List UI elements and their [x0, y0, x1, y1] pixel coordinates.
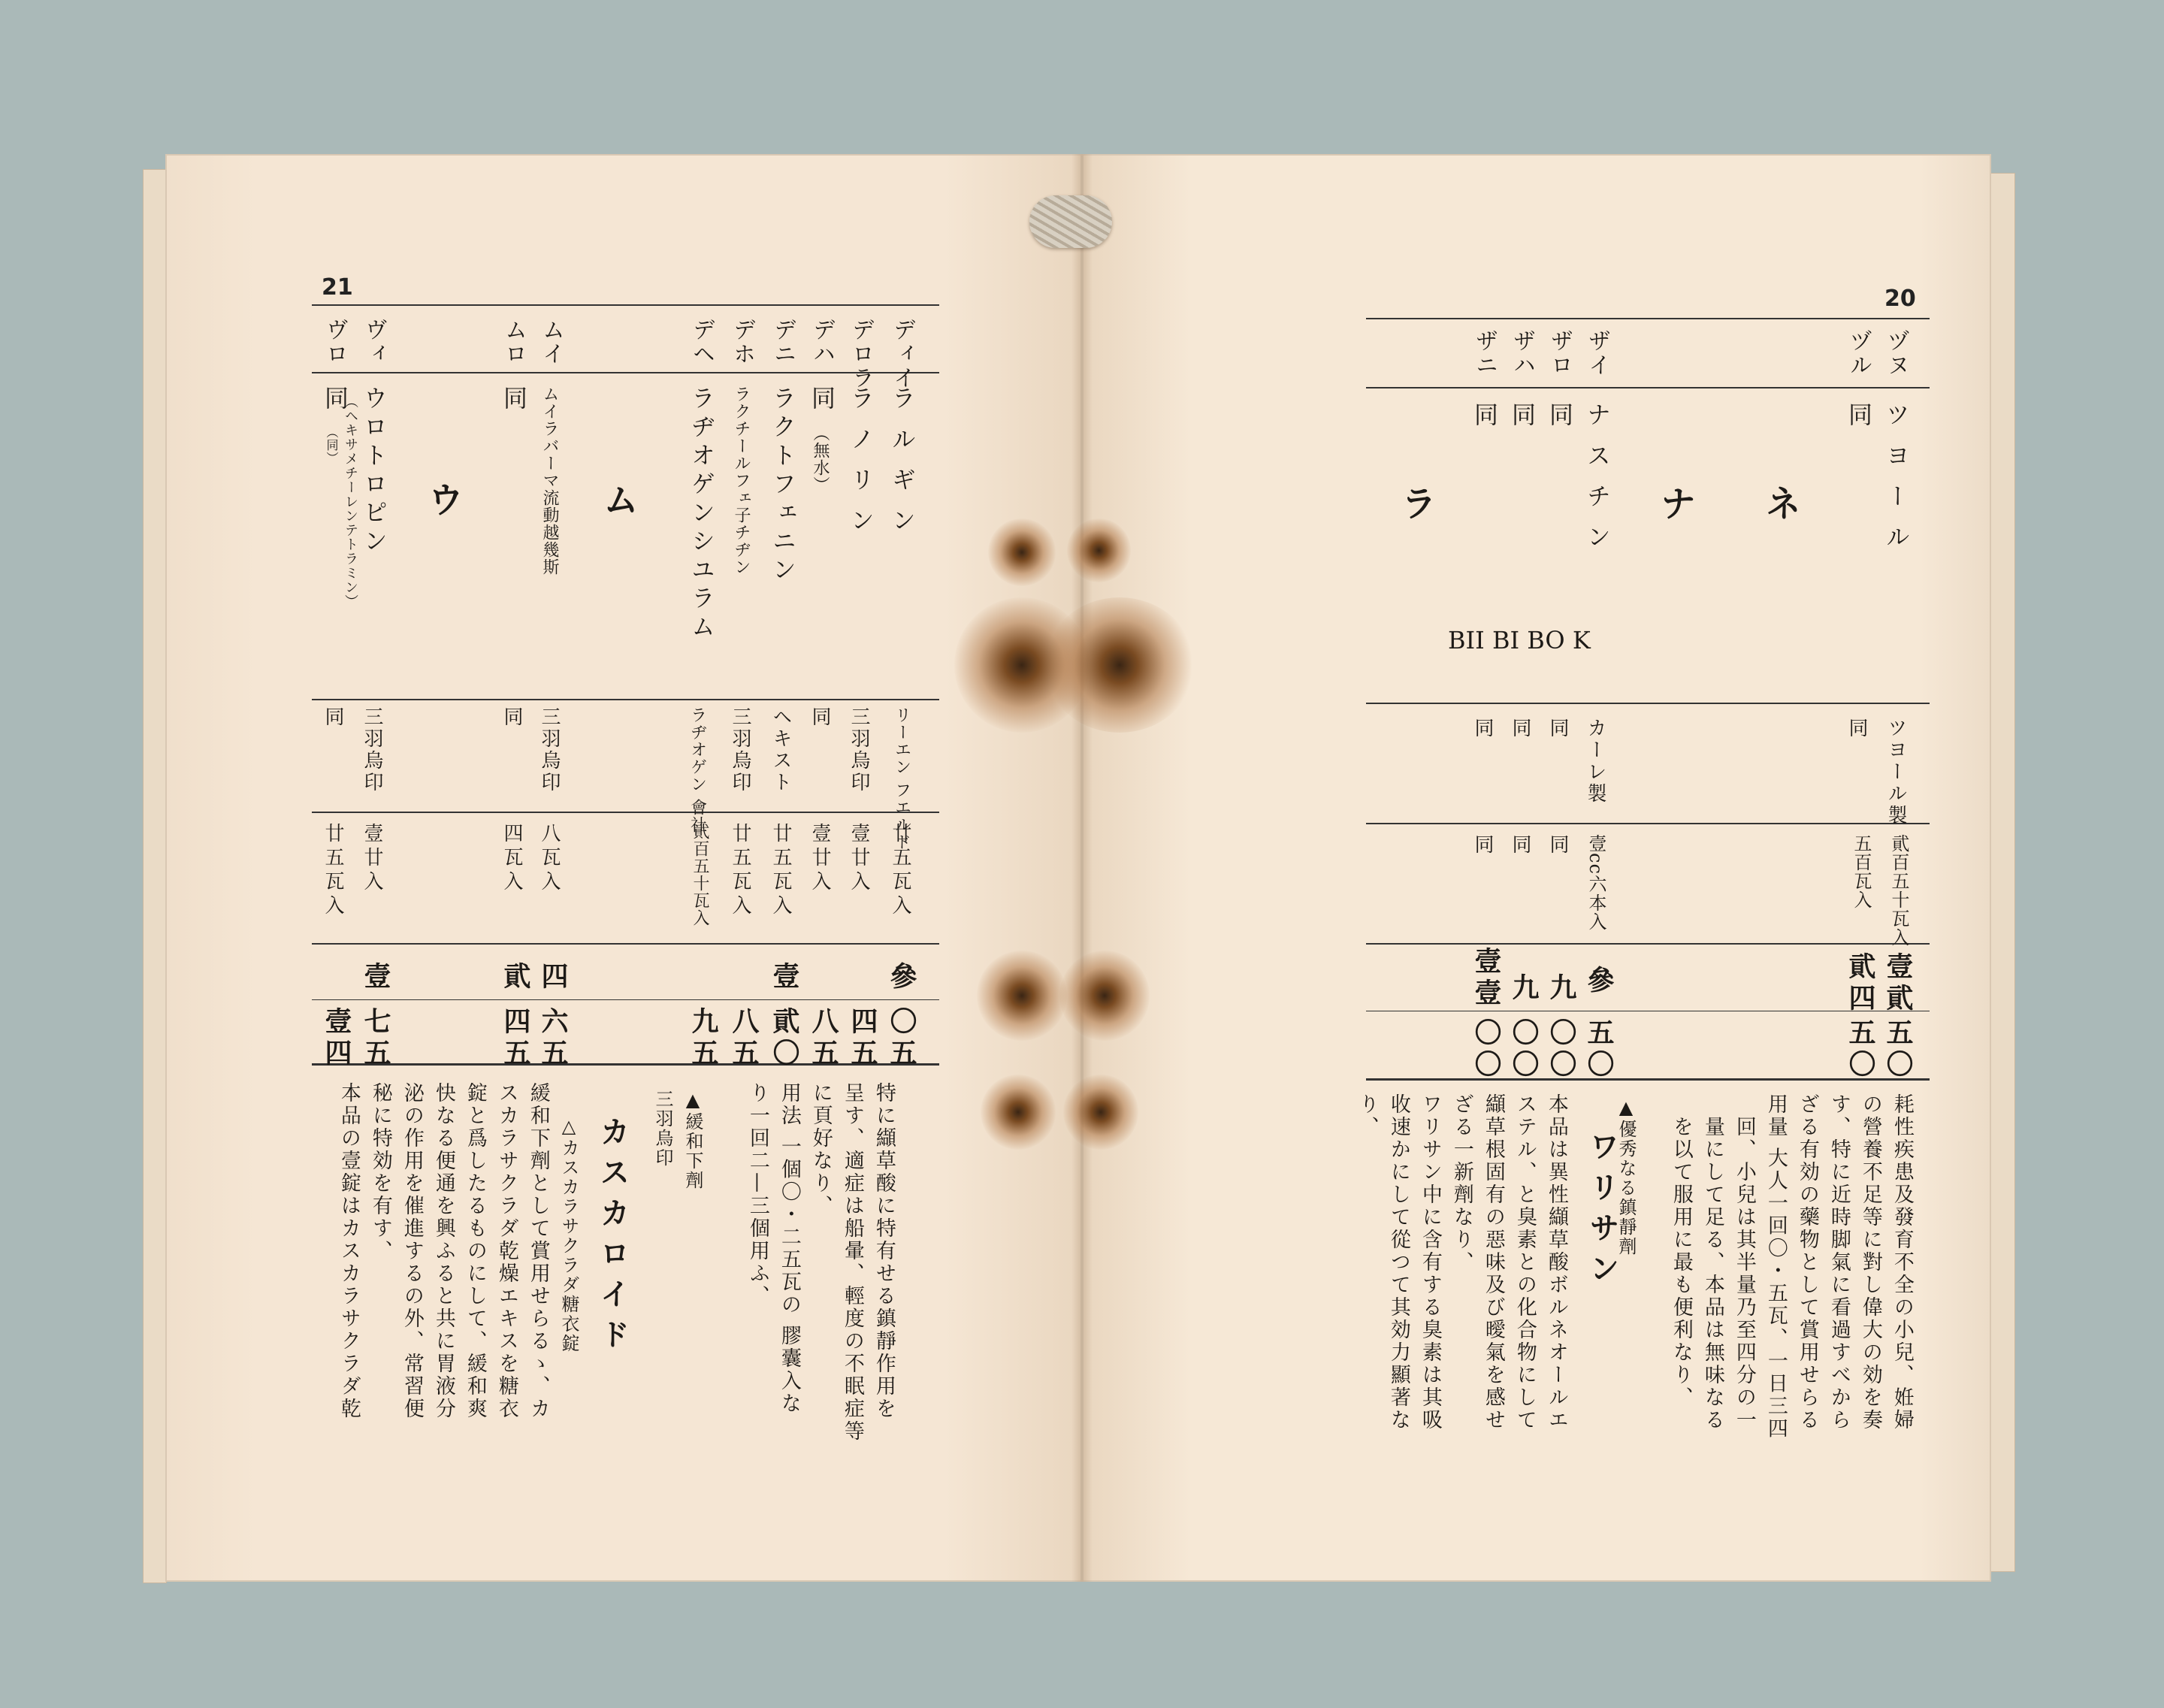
- rust-stain: [1067, 518, 1131, 582]
- product-name: 同: [1470, 402, 1499, 431]
- price-sen: 〇〇: [1546, 1018, 1577, 1081]
- description-line: スカラサクラダ乾燥エキスを糖衣: [494, 1082, 518, 1420]
- description-line: す、特に近時脚氣に看過すべから: [1827, 1093, 1851, 1431]
- description-line: り、: [1355, 1093, 1379, 1138]
- product-name: ラクトフェニン: [769, 385, 797, 585]
- section-head: ム: [597, 481, 639, 517]
- description-line: 秘に特効を有す、: [368, 1082, 392, 1262]
- rust-stain: [981, 1075, 1056, 1150]
- description-line: 用量 大人一回〇・五瓦、一日三四: [1764, 1093, 1788, 1440]
- maker: 同: [500, 706, 523, 728]
- maker: ツヨール製: [1884, 718, 1907, 827]
- price-yen: 九: [1508, 973, 1540, 1005]
- quantity: 四瓦入: [500, 823, 523, 895]
- maker: 三羽烏印: [361, 706, 383, 794]
- price-sen: 〇五: [886, 1007, 917, 1070]
- product-code: ザニ: [1471, 329, 1498, 377]
- product-name: ナ ス チ ン: [1583, 402, 1612, 553]
- maker: 同: [1509, 718, 1531, 739]
- quantity: 五百瓦入: [1851, 834, 1872, 909]
- maker: 三羽烏印: [538, 706, 561, 794]
- product-code: ヅヌ: [1883, 329, 1909, 377]
- description-line: 泌の作用を催進するの外、常習便: [400, 1082, 424, 1420]
- price-sen: 六五: [537, 1007, 569, 1070]
- quantity: 廿五瓦入: [729, 823, 751, 919]
- price-yen: 貮四: [1845, 952, 1876, 1015]
- product-title: ワリサン: [1585, 1131, 1619, 1293]
- rust-stain: [1059, 951, 1150, 1041]
- price-sen: 五〇: [1845, 1018, 1876, 1081]
- description-line: 耗性疾患及發育不全の小兒、姙婦: [1890, 1093, 1914, 1431]
- product-code: デニ: [769, 318, 796, 366]
- price-yen: 壹貮: [1882, 952, 1914, 1015]
- product-name: ツ ヨ ー ル: [1882, 402, 1911, 553]
- quantity: 壹廿入: [808, 823, 831, 895]
- right-page-edges: [1987, 173, 2015, 1572]
- product-name: 同: [321, 385, 349, 414]
- description-line: 纈草根固有の惡味及び曖氣を感せ: [1481, 1093, 1505, 1431]
- price-yen: 壹壹: [1470, 947, 1502, 1010]
- rust-stain: [977, 951, 1067, 1041]
- product-name: ラクチールフェ子チヂン: [732, 385, 751, 576]
- price-mid-rule: [312, 999, 939, 1000]
- rust-stain: [1063, 1075, 1138, 1150]
- price-sen: 〇〇: [1508, 1018, 1540, 1081]
- rust-stain: [988, 518, 1056, 586]
- product-code: デヘ: [688, 318, 715, 366]
- description-line: ざる有効の藥物として賞用せらる: [1795, 1093, 1819, 1431]
- code-rule: [1366, 387, 1930, 388]
- product-name: ムイラバーマ流動越幾斯: [540, 385, 559, 576]
- price-sen: 五〇: [1583, 1018, 1615, 1081]
- top-rule: [1366, 318, 1930, 319]
- description-line: 特に纈草酸に特有せる鎮靜作用を: [872, 1082, 896, 1420]
- product-name: ウロトロピン: [360, 385, 388, 557]
- description-line: 本品の壹錠はカスカラサクラダ乾: [337, 1082, 361, 1420]
- product-name-note: （無水）: [811, 425, 830, 494]
- product-code: ムロ: [500, 318, 527, 366]
- quantity: 廿五瓦入: [322, 823, 344, 919]
- price-sen: 九五: [688, 1007, 719, 1070]
- right-page: [1082, 154, 1991, 1582]
- price-sen: 五〇: [1882, 1018, 1914, 1081]
- product-name: 同: [1845, 402, 1873, 431]
- maker: ヘキスト: [769, 706, 792, 794]
- description-line: 呈す、適症は船暈、輕度の不眠症等: [840, 1082, 864, 1443]
- product-name: ラ ノ リ ン: [847, 385, 875, 537]
- section-head: ラ: [1395, 485, 1437, 521]
- product-name-note: （ヘキサメチーレンテトラミン）: [343, 395, 358, 609]
- description-line: ざる一新劑なり、: [1449, 1093, 1473, 1274]
- description-line: ステル、と臭素との化合物にして: [1513, 1093, 1537, 1431]
- product-name: ラ ル ギ ン: [888, 385, 917, 537]
- price-sen: 四五: [500, 1007, 531, 1070]
- maker: ラヂオゲン 會社: [688, 706, 707, 833]
- price-sen: 八五: [728, 1007, 760, 1070]
- product-name: 同: [500, 385, 528, 414]
- binding-thread: [1029, 195, 1112, 248]
- price-sen: 貮〇: [769, 1007, 800, 1070]
- price-yen: 壹: [769, 962, 800, 993]
- quantity: 廿五瓦入: [769, 823, 792, 919]
- product-code: デロラ: [848, 318, 874, 390]
- maker: 同: [1546, 718, 1569, 739]
- price-yen: 壹: [360, 962, 391, 993]
- description-line: り一回二—三個用ふ、: [745, 1082, 769, 1307]
- quantity: 同: [1471, 834, 1494, 856]
- product-name: 同: [1508, 402, 1537, 431]
- product-name: ラヂオゲンシユラム: [688, 385, 716, 642]
- price-sen: 壹四: [321, 1007, 352, 1070]
- description-line: 錠と爲したるものにして、緩和爽: [463, 1082, 487, 1420]
- category-label: ▲優秀なる鎮靜劑: [1615, 1097, 1637, 1256]
- code-rule: [312, 372, 939, 373]
- price-sen: 七五: [360, 1007, 391, 1070]
- quantity: 同: [1509, 834, 1531, 856]
- qty-rule: [1366, 943, 1930, 945]
- product-code: デハ: [808, 318, 835, 366]
- maker: 三羽烏印: [848, 706, 870, 794]
- rust-stain: [1044, 597, 1195, 733]
- top-rule: [312, 304, 939, 306]
- quantity: 八瓦入: [538, 823, 561, 895]
- quantity: 貮百五十瓦入: [691, 823, 709, 927]
- product-code: ムイ: [538, 318, 564, 366]
- description-line: 收速かにして從つて其効力顯著な: [1386, 1093, 1410, 1431]
- binding-gutter: [1071, 154, 1093, 1582]
- section-head: ネ: [1759, 485, 1801, 521]
- product-code: デホ: [729, 318, 755, 366]
- product-code: ヴィ: [361, 318, 387, 366]
- maker: 三羽烏印: [729, 706, 751, 794]
- left-page: [165, 154, 1082, 1582]
- maker-rule: [1366, 823, 1930, 824]
- brand-label: 三羽烏印: [652, 1090, 673, 1168]
- quantity: 同: [1546, 834, 1569, 856]
- product-name-note: （同）: [325, 426, 339, 464]
- product-name: 同: [808, 385, 836, 414]
- price-rule: [312, 1063, 939, 1066]
- maker: 同: [808, 706, 831, 728]
- category-label: ▲緩和下劑: [682, 1090, 703, 1190]
- name-rule: [312, 699, 939, 700]
- description-line: に頁好なり、: [808, 1082, 833, 1217]
- price-sen: 〇〇: [1470, 1018, 1502, 1081]
- description-line: 快なる便通を興ふると共に胃液分: [431, 1082, 455, 1420]
- description-line: の營養不足等に對し偉大の効を奏: [1858, 1093, 1882, 1431]
- maker: 同: [1845, 718, 1868, 739]
- description-line: 用法 一個〇・二五瓦の 膠囊入な: [777, 1082, 801, 1416]
- product-code: ザロ: [1546, 329, 1573, 377]
- description-line: 本品は異性纈草酸ボルネオールエ: [1544, 1093, 1568, 1431]
- description-line: 緩和下劑として賞用せらるゝ、カ: [526, 1082, 550, 1420]
- quantity: 壹cc六本入: [1585, 834, 1606, 931]
- price-yen: 九: [1546, 973, 1577, 1005]
- description-line: ワリサン中に含有する臭素は其吸: [1418, 1093, 1442, 1431]
- latin-text: BII BI BO K: [1448, 626, 1591, 654]
- qty-rule: [312, 943, 939, 945]
- price-sen: 八五: [808, 1007, 839, 1070]
- price-yen: 貮: [500, 962, 531, 993]
- product-code: ザハ: [1509, 329, 1535, 377]
- price-sen: 四五: [847, 1007, 878, 1070]
- price-yen: 四: [537, 962, 569, 993]
- maker: 同: [322, 706, 344, 728]
- quantity: 廿五瓦入: [889, 823, 911, 919]
- section-head: ウ: [422, 481, 464, 517]
- quantity: 壹廿入: [848, 823, 870, 895]
- open-booklet: [143, 154, 2014, 1582]
- description-line: 回、小兒は其半量乃至四分の一: [1732, 1116, 1756, 1431]
- name-rule: [1366, 703, 1930, 704]
- maker-rule: [312, 812, 939, 813]
- price-yen: 參: [1583, 966, 1615, 997]
- quantity: 壹廿入: [361, 823, 383, 895]
- product-code: ディイ: [889, 318, 915, 390]
- left-page-edges: [143, 169, 167, 1583]
- quantity: 貮百五十瓦入: [1888, 834, 1909, 947]
- description-line: を以て服用に最も便利なり、: [1669, 1116, 1693, 1409]
- product-code: ヴロ: [322, 318, 348, 366]
- maker: カーレ製: [1584, 718, 1606, 805]
- product-code: ザイ: [1584, 329, 1610, 377]
- page-number: 21: [322, 274, 353, 301]
- page-number: 20: [1884, 286, 1916, 312]
- description-line: 量にして足る、本品は無味なる: [1700, 1116, 1724, 1431]
- section-head: ナ: [1654, 485, 1696, 521]
- product-subtitle: △カスカラサクラダ糖衣錠: [558, 1116, 579, 1353]
- product-name: 同: [1546, 402, 1574, 431]
- product-title: カスカロイド: [595, 1116, 630, 1359]
- maker: リーエン フエルド: [892, 706, 911, 851]
- product-code: ヅル: [1845, 329, 1872, 377]
- price-yen: 參: [886, 962, 917, 993]
- maker: 同: [1471, 718, 1494, 739]
